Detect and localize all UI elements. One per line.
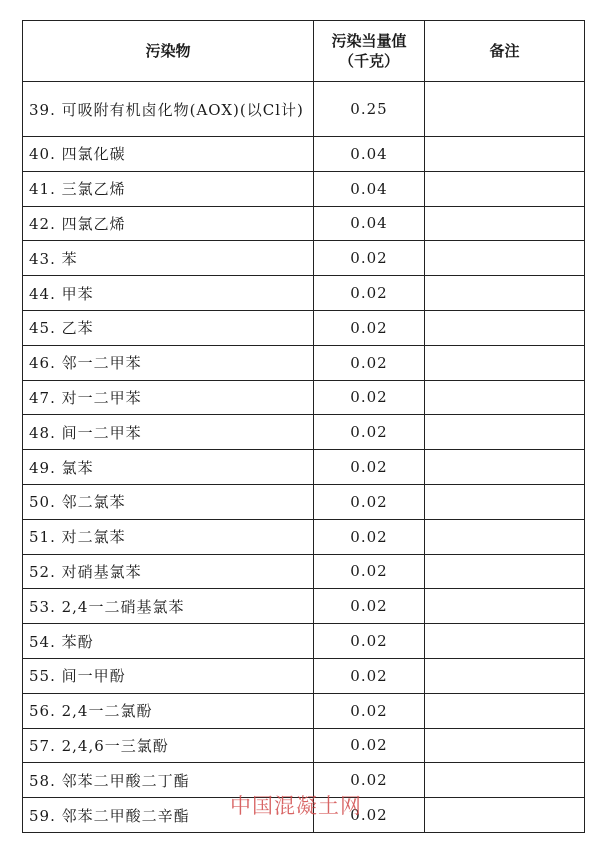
table-row [23, 345, 585, 380]
pollutant-equivalent-table [22, 20, 585, 833]
equivalent-value-cell: 0.02 [314, 519, 425, 554]
remark-cell [425, 554, 585, 589]
pollutant-name-cell: 44. 甲苯 [23, 276, 314, 311]
equivalent-value-cell: 0.02 [314, 345, 425, 380]
equivalent-value-cell: 0.02 [314, 693, 425, 728]
remark-cell [425, 415, 585, 450]
pollutant-name-cell: 55. 间一甲酚 [23, 658, 314, 693]
equivalent-value-cell: 0.04 [314, 137, 425, 172]
remark-cell [425, 171, 585, 206]
equivalent-value-cell: 0.02 [314, 415, 425, 450]
remark-cell [425, 589, 585, 624]
watermark-text: 中国混凝土网 [230, 794, 362, 818]
remark-cell [425, 380, 585, 415]
remark-cell [425, 310, 585, 345]
table-row [23, 171, 585, 206]
table-row [23, 415, 585, 450]
table-header-row [23, 21, 585, 82]
pollutant-name-cell: 52. 对硝基氯苯 [23, 554, 314, 589]
pollutant-name-cell: 39. 可吸附有机卤化物(AOX)(以Cl计) [23, 82, 314, 137]
table-row [23, 519, 585, 554]
remark-cell [425, 658, 585, 693]
table-row [23, 276, 585, 311]
remark-cell [425, 624, 585, 659]
pollutant-name-cell: 40. 四氯化碳 [23, 137, 314, 172]
header-equivalent-value-label: 污染当量值 （千克） [331, 32, 407, 70]
table-row [23, 554, 585, 589]
pollutant-name-cell: 56. 2,4一二氯酚 [23, 693, 314, 728]
equivalent-value-cell: 0.02 [314, 450, 425, 485]
equivalent-value-cell: 0.02 [314, 624, 425, 659]
pollutant-name-cell: 53. 2,4一二硝基氯苯 [23, 589, 314, 624]
remark-cell [425, 450, 585, 485]
equivalent-value-cell: 0.02 [314, 276, 425, 311]
table-row [23, 624, 585, 659]
pollutant-name-cell: 58. 邻苯二甲酸二丁酯 [23, 763, 314, 798]
remark-cell [425, 206, 585, 241]
table-row [23, 728, 585, 763]
pollutant-name-cell: 42. 四氯乙烯 [23, 206, 314, 241]
remark-cell [425, 763, 585, 798]
remark-cell [425, 345, 585, 380]
pollutant-name-cell: 41. 三氯乙烯 [23, 171, 314, 206]
remark-cell [425, 137, 585, 172]
table-row [23, 310, 585, 345]
table-row [23, 241, 585, 276]
table-row [23, 82, 585, 137]
pollutant-name-cell: 47. 对一二甲苯 [23, 380, 314, 415]
equivalent-value-cell: 0.02 [314, 380, 425, 415]
pollutant-name-cell: 54. 苯酚 [23, 624, 314, 659]
equivalent-value-cell: 0.04 [314, 171, 425, 206]
equivalent-value-cell: 0.02 [314, 554, 425, 589]
table-row [23, 380, 585, 415]
remark-cell [425, 276, 585, 311]
remark-cell [425, 82, 585, 137]
equivalent-value-cell: 0.02 [314, 484, 425, 519]
pollutant-name-cell: 59. 邻苯二甲酸二辛酯 [23, 798, 314, 833]
pollutant-name-cell: 57. 2,4,6一三氯酚 [23, 728, 314, 763]
table-row [23, 658, 585, 693]
pollutant-name-cell: 51. 对二氯苯 [23, 519, 314, 554]
remark-cell [425, 798, 585, 833]
table-row [23, 693, 585, 728]
remark-cell [425, 519, 585, 554]
table-row [23, 484, 585, 519]
table-row [23, 589, 585, 624]
equivalent-value-cell: 0.02 [314, 798, 425, 833]
equivalent-value-cell: 0.02 [314, 589, 425, 624]
equivalent-value-cell: 0.02 [314, 241, 425, 276]
equivalent-value-cell: 0.04 [314, 206, 425, 241]
pollutant-name-cell: 46. 邻一二甲苯 [23, 345, 314, 380]
table-row [23, 206, 585, 241]
equivalent-value-cell: 0.02 [314, 658, 425, 693]
table-body [23, 82, 585, 833]
equivalent-value-cell: 0.02 [314, 763, 425, 798]
pollutant-name-cell: 43. 苯 [23, 241, 314, 276]
remark-cell [425, 728, 585, 763]
equivalent-value-cell: 0.02 [314, 728, 425, 763]
equivalent-value-cell: 0.25 [314, 82, 425, 137]
pollutant-name-cell: 48. 间一二甲苯 [23, 415, 314, 450]
header-pollutant: 污染物 [23, 21, 314, 82]
table-row [23, 137, 585, 172]
pollutant-table-container [22, 20, 584, 833]
remark-cell [425, 241, 585, 276]
header-equivalent-value [314, 21, 425, 82]
remark-cell [425, 693, 585, 728]
pollutant-name-cell: 49. 氯苯 [23, 450, 314, 485]
header-remark: 备注 [425, 21, 585, 82]
pollutant-name-cell: 45. 乙苯 [23, 310, 314, 345]
table-row [23, 450, 585, 485]
equivalent-value-cell: 0.02 [314, 310, 425, 345]
pollutant-name-cell: 50. 邻二氯苯 [23, 484, 314, 519]
remark-cell [425, 484, 585, 519]
